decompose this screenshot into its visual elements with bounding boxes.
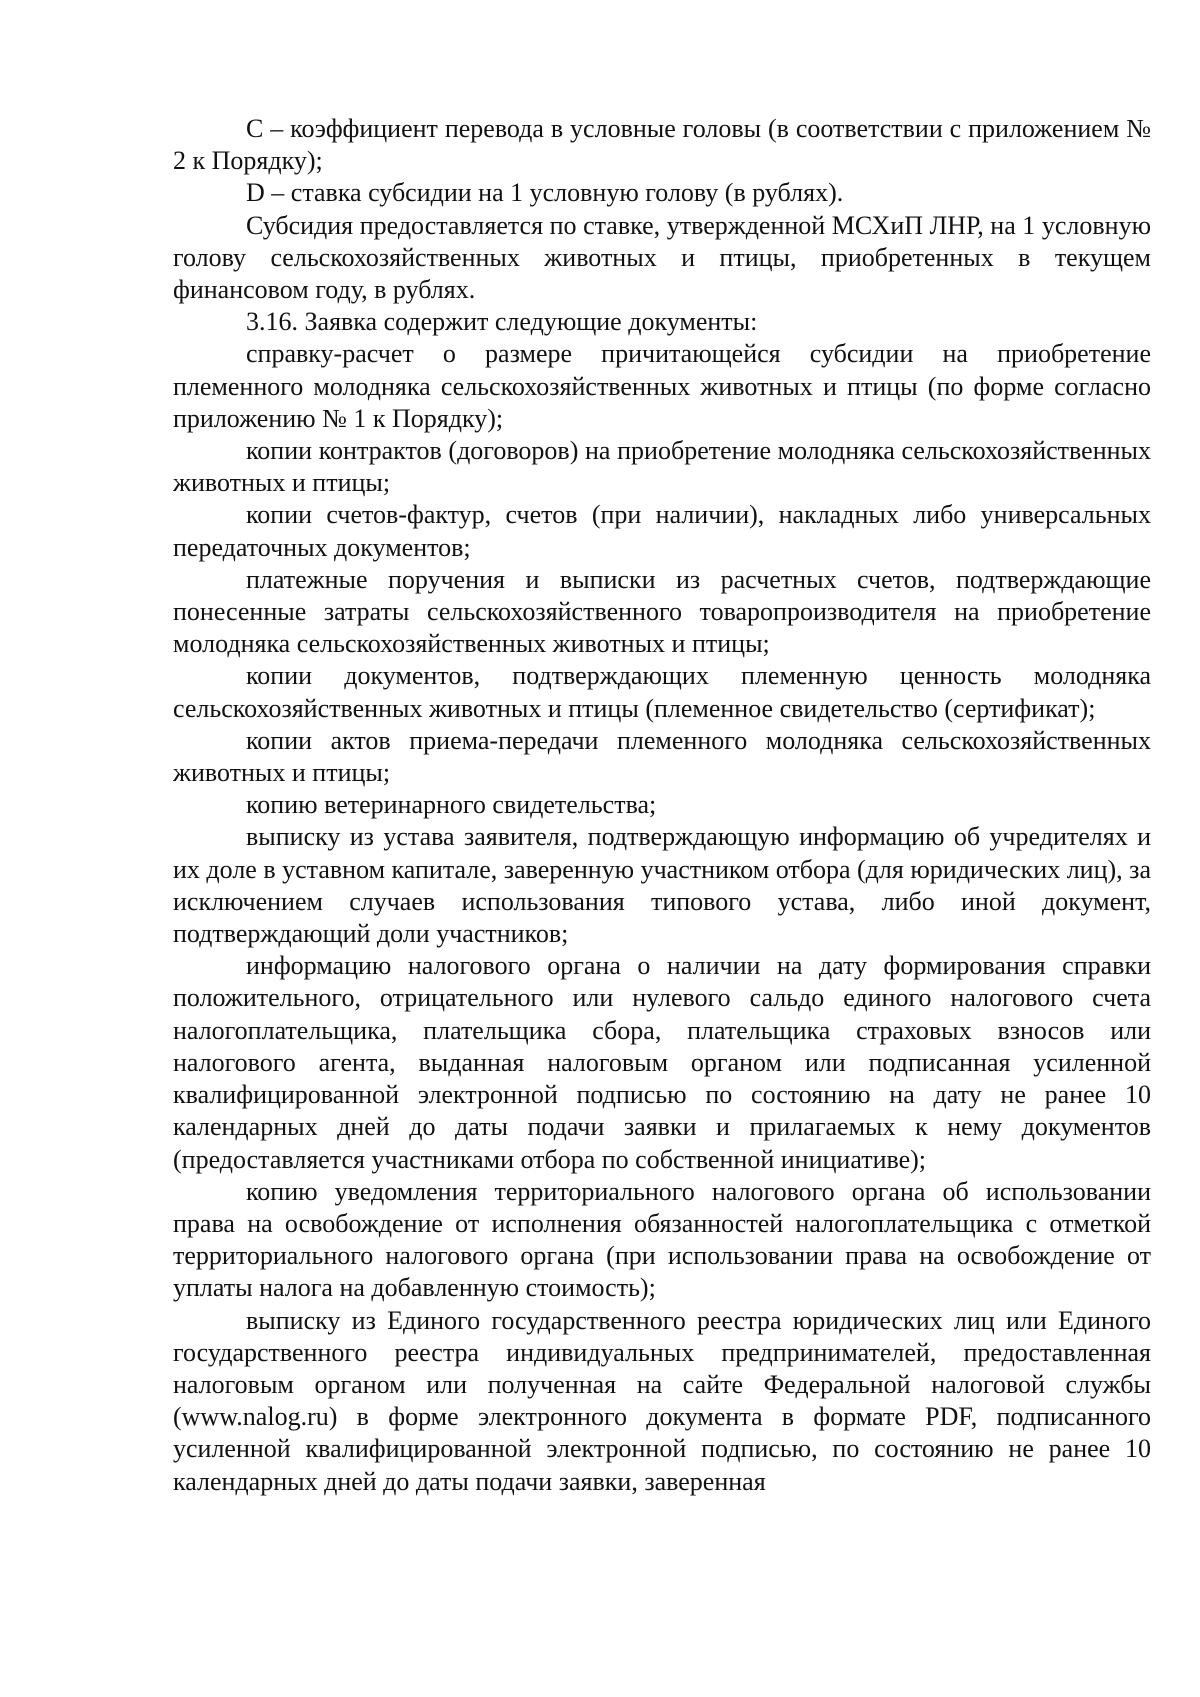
paragraph-calculation-reference: справку-расчет о размере причитающейся субсидии на приобретение племенного молодняка сельскохозяйственных животных и птицы (по форме согласно приложению № 1 к Порядку); bbox=[173, 339, 1151, 433]
document-page bbox=[173, 113, 1151, 1498]
paragraph-section-3-16: 3.16. Заявка содержит следующие документы: bbox=[246, 307, 758, 337]
paragraph-veterinary-certificate: копию ветеринарного свидетельства; bbox=[246, 790, 657, 820]
paragraph-breeding-value-docs: копии документов, подтверждающих племенную ценность молодняка сельскохозяйственных животных и птицы (племенное свидетельство (сертификат); bbox=[173, 661, 1151, 723]
paragraph-registry-extract: выписку из Единого государственного реестра юридических лиц или Единого государственного реестра индивидуальных предпринимателей, предоставленная налоговым органом или полученная на сайте Федеральной налоговой службы (www.nalog.ru) в форме электронного документа в формате PDF, подписанного усиленной квалифицированной электронной подписью, по состоянию не ранее 10 календарных дней до даты подачи заявки, заверенная bbox=[173, 1305, 1151, 1496]
paragraph-tax-exemption-notice: копию уведомления территориального налогового органа об использовании права на освобождение от исполнения обязанностей налогоплательщика с отметкой территориального налогового органа (при использовании права на освобождение от уплаты налога на добавленную стоимость); bbox=[173, 1176, 1151, 1303]
paragraph-contract-copies: копии контрактов (договоров) на приобретение молодняка сельскохозяйственных животных и птицы; bbox=[173, 436, 1151, 498]
paragraph-tax-authority-info: информацию налогового органа о наличии на дату формирования справки положительного, отрицательного или нулевого сальдо единого налогового счета налогоплательщика, плательщика сбора, плательщика страховых взносов или налогового агента, выданная налоговым органом или подписанная усиленной квалифицированной электронной подписью по состоянию на дату не ранее 10 календарных дней до даты подачи заявки и прилагаемых к нему документов (предоставляется участниками отбора по собственной инициативе); bbox=[173, 951, 1151, 1174]
paragraph-payment-orders: платежные поручения и выписки из расчетных счетов, подтверждающие понесенные затраты сельскохозяйственного товаропроизводителя на приобретение молодняка сельскохозяйственных животных и птицы; bbox=[173, 564, 1151, 659]
paragraph-subsidy-rate: Субсидия предоставляется по ставке, утвержденной МСХиП ЛНР, на 1 условную голову сельскохозяйственных животных и птицы, приобретенных в текущем финансовом году, в рублях. bbox=[173, 210, 1151, 305]
paragraph-invoice-copies: копии счетов-фактур, счетов (при наличии), накладных либо универсальных передаточных документов; bbox=[173, 500, 1151, 562]
paragraph-rate-d: D – ставка субсидии на 1 условную голову (в рублях). bbox=[246, 178, 844, 208]
paragraph-charter-extract: выписку из устава заявителя, подтверждающую информацию об учредителях и их доле в уставном капитале, заверенную участником отбора (для юридических лиц), за исключением случаев использования типового устава, либо иной документ, подтверждающий доли участников; bbox=[173, 822, 1151, 949]
paragraph-coefficient-c: C – коэффициент перевода в условные головы (в соответствии с приложением № 2 к Порядку); bbox=[173, 114, 1151, 176]
paragraph-transfer-acts: копии актов приема-передачи племенного молодняка сельскохозяйственных животных и птицы; bbox=[173, 725, 1151, 788]
